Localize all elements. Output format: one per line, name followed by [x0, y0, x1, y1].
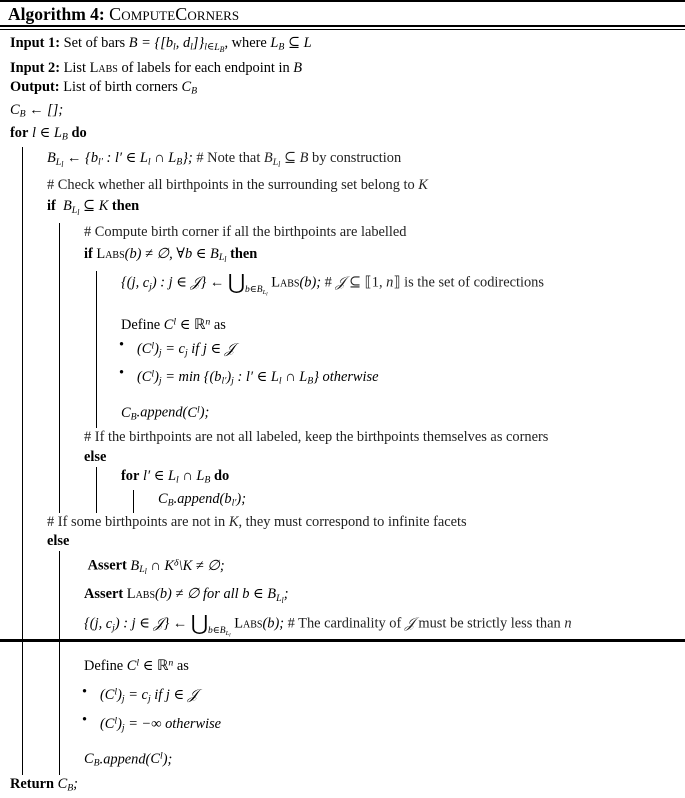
bullet-1a-text: $(C^l)_j = c_j$ if j ∈ 𝒥 [137, 340, 235, 359]
assert-1-keyword: Assert [87, 557, 127, 574]
assign-bl-line [37, 147, 685, 176]
bullet-1a-line [111, 335, 685, 363]
if-subset-keyword: if [47, 197, 56, 214]
for-outer-body [22, 147, 685, 775]
assert-2-keyword: Assert [84, 586, 124, 603]
for-inner-line [111, 467, 685, 490]
return-line [0, 775, 685, 798]
define-c-line-2 [74, 653, 685, 676]
comment-check-text: # Check whether all birthpoints in the surrounding set belong to K [47, 176, 428, 193]
output-line [0, 78, 685, 101]
else-1-line [74, 448, 685, 467]
for-outer-range: l ∈ $L_B$ [31, 124, 68, 143]
union-1-labs: Labs [271, 274, 300, 291]
bullet-dot-icon: • [82, 712, 88, 729]
union-2-bigcup-icon: ⋃ [190, 611, 208, 636]
input-1-label: Input 1: [10, 35, 60, 51]
if-subset-condition: $B_{L_l}$ ⊆ K [63, 197, 109, 217]
union-1-subscript: $b\in B_{L_l}$ [244, 285, 268, 298]
if-labs-then: then [230, 245, 258, 262]
assign-bl-lhs: $B_{L_l}$ [47, 149, 64, 169]
comment-infinite-text: # If some birthpoints are not in K, they must correspond to infinite facets [47, 513, 467, 530]
comment-check-line [37, 176, 685, 195]
define-c-line-1 [111, 312, 685, 335]
init-cb-math: $C_B$ ← []; [10, 102, 64, 120]
append-c-line-2 [74, 745, 685, 775]
if-labs-keyword: if [84, 245, 93, 262]
input-1-math-b: $L_B$ ⊆ L [270, 35, 312, 53]
append-c-line-1 [111, 398, 685, 428]
union-2-arrow: ← [172, 615, 188, 632]
assign-bl-rhs: {$b_{l'}$ : l′ ∈ $L_l$ ∩ $L_B$}; [85, 149, 193, 168]
union-1-bigcup-icon: ⋃ [227, 270, 245, 295]
if-labs-condition: (b) ≠ ∅, ∀b ∈ $B_{L_l}$ [124, 245, 227, 265]
append-c-2-text: $C_B.append(C^l)$; [84, 750, 173, 770]
for-inner-body [133, 490, 685, 513]
else-2-line [37, 532, 685, 551]
algorithm-body [0, 30, 685, 798]
bullet-dot-icon: • [119, 337, 125, 354]
init-cb-line [0, 101, 685, 124]
input-2-label: Input 2: [10, 59, 60, 76]
union-2-labs: Labs [234, 615, 263, 632]
comment-compute-text: # Compute birth corner if all the birthpoints are labelled [84, 224, 407, 241]
assign-bl-comment: # Note that $B_{L_l}$ ⊆ B by construction [192, 149, 402, 169]
output-math: $C_B$ [181, 79, 198, 97]
else-1-keyword: else [84, 448, 107, 465]
if-subset-body [59, 223, 685, 512]
if-labs-line [74, 243, 685, 272]
else-2-body [59, 551, 685, 775]
comment-infinite-line [37, 513, 685, 532]
input-2-text-b: of labels for each endpoint in [117, 59, 294, 76]
assign-bl-arrow: ← [67, 149, 82, 166]
assert-2-line [74, 583, 685, 612]
bullet-2b-text: $(C^l)_j$ = −∞ otherwise [100, 715, 222, 734]
input-1-line [0, 34, 685, 59]
for-outer-line [0, 124, 685, 147]
define-c-2-text: Define $C^l$ ∈ ℝ$^n$ as [84, 656, 189, 674]
bullet-1b-text: $(C^l)_j = \min \{(b_{l'})_j$ : l′ ∈ $L_l$ ∩ $L_B$} otherwise [137, 368, 379, 387]
append-b-text: $C_B.append(b_{l'})$; [158, 490, 247, 509]
for-inner-keyword: for [121, 467, 140, 484]
bullet-dot-icon: • [82, 683, 88, 700]
algorithm-caption [0, 2, 685, 25]
union-1-arrow: ← [209, 274, 225, 291]
for-inner-do: do [213, 467, 230, 484]
bullet-dot-icon: • [119, 365, 125, 382]
bottom-rule [0, 639, 685, 642]
assert-2-body: (b) ≠ ∅ for all b ∈ $B_{L_l}$; [155, 586, 289, 606]
union-1-rhs: (b); [299, 274, 322, 291]
append-b-line [148, 490, 685, 513]
return-keyword: Return [10, 776, 54, 793]
union-2-lhs: {(j, $c_j$) : j ∈ 𝒥} [84, 615, 170, 634]
output-label: Output: [10, 79, 60, 96]
bullet-2b-line [74, 710, 685, 738]
input-1-math: $B = \{[b_l$, $d_l]\}_{l\in L_B}$ [128, 35, 225, 54]
if-subset-line [37, 195, 685, 224]
input-1-text-b: , where [224, 35, 271, 51]
for-inner-range: l′ ∈ $L_l$ ∩ $L_B$ [142, 467, 211, 486]
algorithm-name-label: ComputeCorners [109, 4, 240, 24]
union-line-1 [111, 271, 685, 306]
union-2-comment: # The cardinality of 𝒥 must be strictly less than n [284, 615, 572, 632]
if-labs-labs: Labs [96, 245, 125, 262]
return-value: $C_B$; [57, 776, 78, 794]
comment-notlabeled-line [74, 428, 685, 447]
else-2-keyword: else [47, 532, 70, 549]
union-1-lhs: {(j, $c_j$) : j ∈ 𝒥} [121, 274, 207, 293]
comment-notlabeled-text: # If the birthpoints are not all labeled, keep the birthpoints themselves as corners [84, 429, 549, 446]
input-2-text-a: List [63, 59, 90, 76]
input-2-line [0, 59, 685, 78]
else-1-body [96, 467, 685, 513]
assert-1-body: $B_{L_l}$ ∩ $K^\delta\backslash K$ ≠ ∅; [130, 557, 225, 577]
union-2-rhs: (b); [262, 615, 285, 632]
bullet-2a-text: $(C^l)_j = c_j$ if j ∈ 𝒥 [100, 686, 198, 706]
union-2-subscript: $b\in B_{L_l}$ [207, 625, 231, 638]
define-c-1-text: Define $C^l$ ∈ ℝ$^n$ as [121, 316, 226, 333]
input-1-text-a: Set of bars [63, 35, 129, 51]
comment-compute-line [74, 223, 685, 242]
bullet-2a-line [74, 682, 685, 710]
input-2-labs: Labs [89, 59, 118, 76]
input-2-math: B [293, 59, 303, 76]
output-text: List of birth corners [63, 79, 182, 96]
algorithm-number-label: Algorithm 4: [8, 4, 105, 24]
if-labs-body [96, 271, 685, 428]
if-subset-then: then [111, 197, 140, 214]
bullet-1b-line [111, 363, 685, 391]
append-c-1-text: $C_B.append(C^l)$; [121, 403, 210, 423]
union-1-comment: # 𝒥 ⊆ ⟦1, n⟧ is the set of codirections [321, 274, 544, 291]
for-outer-keyword: for [10, 124, 29, 141]
for-outer-do: do [71, 124, 87, 141]
assert-1-line [74, 551, 685, 583]
assert-2-labs: Labs [126, 586, 156, 603]
